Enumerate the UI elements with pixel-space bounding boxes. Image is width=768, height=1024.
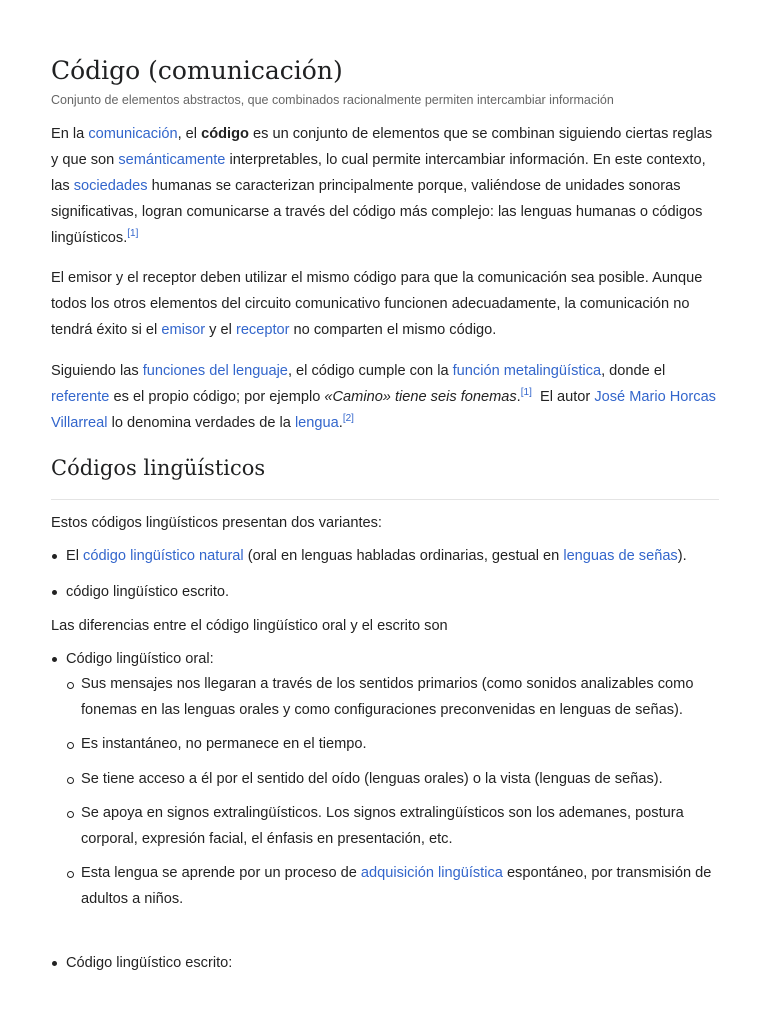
variants-list-2: [51, 579, 719, 605]
text: El emisor y el receptor deben utilizar el mismo código para que la comunicación sea posible. Aunque todos los otros elementos del circuito comunicativo funcionen adecuadamente, la comunicación no tendrá éxito si el: [51, 270, 703, 338]
list-item: Se apoya en signos extralingüísticos. Los signos extralingüísticos son los ademanes, postura corporal, expresión facial, el énfasis en presentación, etc.: [51, 801, 719, 852]
text: ).: [677, 548, 687, 564]
list-item: Se tiene acceso a él por el sentido del oído (lenguas orales) o la vista (lenguas de señas).: [51, 767, 719, 793]
link-comunicacion[interactable]: comunicación: [88, 126, 178, 142]
text: El autor: [531, 389, 595, 405]
text: En la: [51, 126, 89, 142]
link-receptor[interactable]: receptor: [235, 322, 290, 338]
text: , el: [177, 126, 202, 142]
reference-2[interactable]: [2]: [342, 413, 354, 425]
text: Siguiendo las: [51, 363, 143, 379]
link-adquisicion-linguistica[interactable]: adquisición lingüística: [360, 865, 503, 881]
text: , el código cumple con la: [287, 363, 453, 379]
link-semanticamente[interactable]: semánticamente: [118, 152, 226, 168]
link-sociedades[interactable]: sociedades: [73, 178, 148, 194]
intro-paragraph: [51, 121, 719, 251]
emisor-receptor-paragraph: [51, 265, 719, 343]
differences-list: [51, 646, 719, 912]
differences-text: Las diferencias entre el código lingüístico oral y el escrito son: [51, 618, 448, 634]
bold-term-codigo: código: [201, 126, 249, 142]
page-title: Código (comunicación): [51, 56, 343, 85]
link-codigo-linguistico-natural[interactable]: código lingüístico natural: [83, 548, 244, 564]
oral-sublist: [51, 672, 719, 912]
text: .: [338, 415, 343, 431]
reference-1[interactable]: [1]: [127, 228, 139, 240]
list-item-oral: [51, 646, 719, 912]
link-emisor[interactable]: emisor: [161, 322, 206, 338]
section-intro: Estos códigos lingüísticos presentan dos variantes:: [51, 515, 382, 531]
oral-label: Código lingüístico oral:: [66, 651, 214, 667]
text: es el propio código; por ejemplo: [109, 389, 325, 405]
link-jose-mario-horcas[interactable]: José Mario Horcas Villarreal: [51, 389, 716, 431]
text: .: [516, 389, 521, 405]
list-item: [51, 543, 719, 569]
link-funciones-del-lenguaje[interactable]: funciones del lenguaje: [142, 363, 288, 379]
variants-list: [51, 543, 719, 569]
list-item: código lingüístico escrito.: [51, 579, 719, 605]
written-list: [51, 950, 719, 976]
example-italic: «Camino» tiene seis fonemas: [324, 389, 517, 405]
text: , donde el: [601, 363, 666, 379]
funciones-paragraph: [51, 358, 719, 436]
text: lo denomina verdades de la: [107, 415, 295, 431]
list-item: [51, 861, 719, 912]
text: El: [66, 548, 84, 564]
text: Esta lengua se aprende por un proceso de: [81, 865, 361, 881]
page-subtitle: Conjunto de elementos abstractos, que combinados racionalmente permiten intercambiar información: [51, 93, 614, 107]
reference-1[interactable]: [1]: [520, 387, 532, 399]
link-funcion-metalinguistica[interactable]: función metalingüística: [452, 363, 602, 379]
section-heading: Códigos lingüísticos: [51, 456, 719, 500]
text: humanas se caracterizan principalmente porque, valiéndose de unidades sonoras significativas, logran comunicarse a través del código más complejo: las lenguas humanas o códigos lingüísticos.: [51, 178, 703, 246]
text: es un conjunto de elementos que se combinan siguiendo ciertas reglas y que son: [51, 126, 713, 168]
text: (oral en lenguas habladas ordinarias, gestual en: [243, 548, 564, 564]
list-item: Sus mensajes nos llegaran a través de los sentidos primarios (como sonidos analizables como fonemas en las lenguas orales y como configuraciones preconvenidas en lenguas de señas).: [51, 672, 719, 723]
link-lengua[interactable]: lengua: [294, 415, 339, 431]
list-item-written: Código lingüístico escrito:: [51, 950, 719, 976]
link-referente[interactable]: referente: [51, 389, 110, 405]
text: no comparten el mismo código.: [289, 322, 497, 338]
text: espontáneo, por transmisión de adultos a niños.: [81, 865, 712, 907]
text: y el: [205, 322, 236, 338]
text: interpretables, lo cual permite intercambiar información. En este contexto, las: [51, 152, 706, 194]
list-item: Es instantáneo, no permanece en el tiempo.: [51, 732, 719, 758]
link-lenguas-de-senas[interactable]: lenguas de señas: [563, 548, 678, 564]
